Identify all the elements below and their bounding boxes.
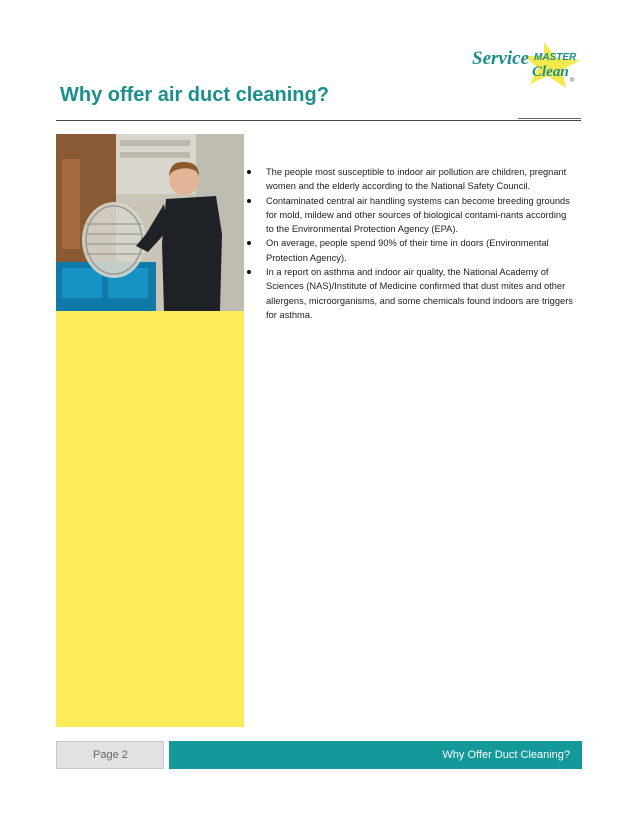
bullet-icon — [247, 270, 251, 274]
photo-illustration — [56, 134, 244, 311]
facts-bullet-list — [246, 165, 576, 322]
bullet-text: The people most susceptible to indoor air pollution are children, pregnant women and the elderly according to the National Safety Council. — [266, 167, 567, 192]
logo-registered-mark: ® — [570, 78, 575, 84]
logo-master-text: MASTER — [534, 52, 577, 63]
footer-page-number: Page 2 — [56, 741, 164, 769]
logo-clean-text: Clean — [532, 64, 569, 80]
bullet-icon — [247, 241, 251, 245]
logo-service-text: Service — [472, 48, 529, 69]
logo-graphic — [470, 38, 590, 90]
technician-photo — [56, 134, 244, 311]
bullet-text: Contaminated central air handling systems can become breeding grounds for mold, mildew and other sources of biological contami-nants according to the Environmental Protection Agency (EPA). — [266, 195, 570, 235]
title-divider — [56, 120, 581, 121]
bullet-text: In a report on asthma and indoor air quality, the National Academy of Sciences (NAS)/Institute of Medicine confirmed that dust mites and other allergens, microorganisms, and some chemicals found indoors are triggers for asthma. — [266, 267, 573, 320]
page-title: Why offer air duct cleaning? — [60, 84, 329, 106]
footer-section-title: Why Offer Duct Cleaning? — [169, 741, 582, 769]
bullet-text: On average, people spend 90% of their time in doors (Environmental Protection Agency). — [266, 238, 549, 263]
list-item — [246, 194, 576, 237]
bullet-icon — [247, 199, 251, 203]
servicemaster-clean-logo — [470, 38, 590, 90]
list-item — [246, 265, 576, 322]
bullet-icon — [247, 170, 251, 174]
list-item — [246, 236, 576, 265]
list-item — [246, 165, 576, 194]
title-divider-accent — [518, 118, 581, 119]
